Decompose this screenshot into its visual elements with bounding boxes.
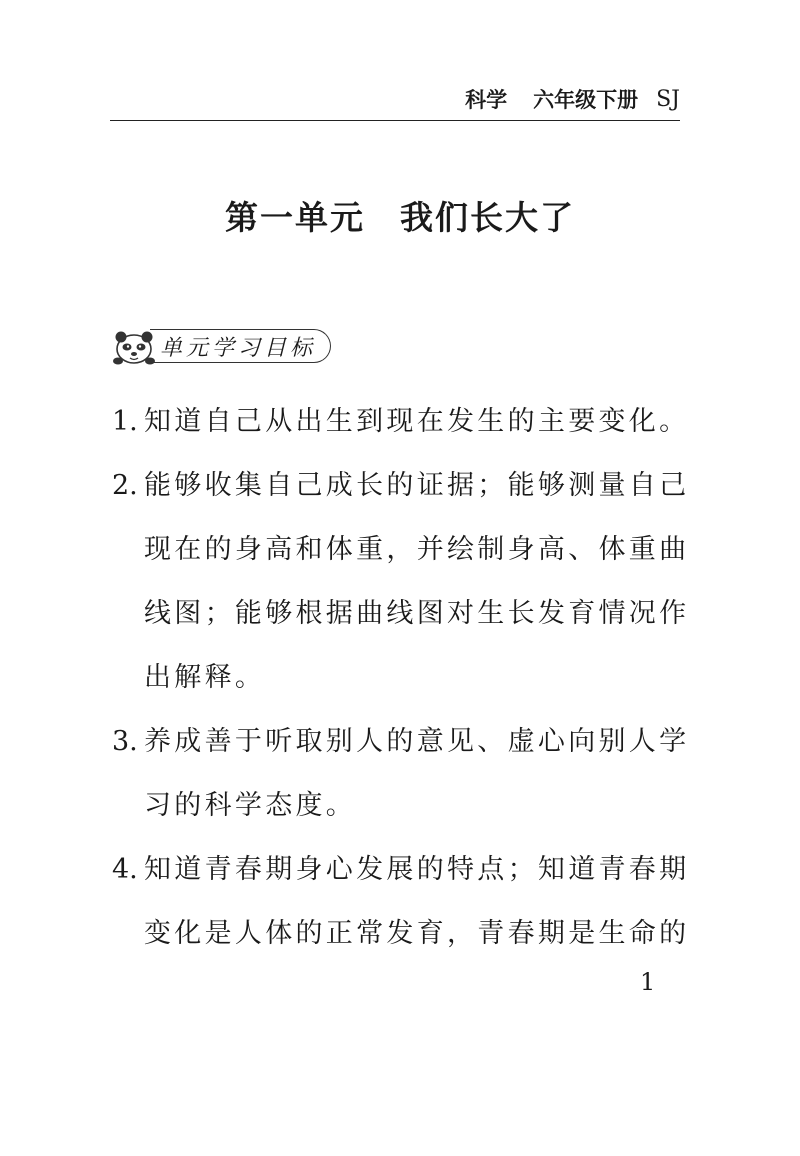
goal-number: 1. — [112, 406, 138, 437]
header-code: SJ — [656, 86, 680, 112]
goal-text: 养成善于听取别人的意见、虚心向别人学习的科学态度。 — [144, 726, 690, 821]
header-grade: 六年级下册 — [533, 88, 639, 112]
page-header — [110, 78, 680, 121]
goals-banner-label: 单元学习目标 — [150, 329, 331, 363]
goal-number: 4. — [112, 854, 138, 885]
page-number: 1 — [640, 968, 656, 996]
goal-number: 3. — [112, 726, 138, 757]
goals-list — [112, 390, 692, 966]
goals-banner — [112, 326, 331, 366]
goal-item — [112, 710, 692, 838]
goal-text: 知道青春期身心发展的特点；知道青春期变化是人体的正常发育，青春期是生命的 — [144, 854, 690, 949]
goal-item — [112, 838, 692, 966]
goal-number: 2. — [112, 470, 138, 501]
goal-item — [112, 454, 692, 710]
goal-text: 知道自己从出生到现在发生的主要变化。 — [144, 406, 690, 437]
goal-text: 能够收集自己成长的证据；能够测量自己现在的身高和体重，并绘制身高、体重曲线图；能够根据曲线图对生长发育情况作出解释。 — [144, 470, 690, 693]
header-subject: 科学 — [465, 88, 508, 112]
goal-item — [112, 390, 692, 454]
unit-title: 第一单元 我们长大了 — [225, 198, 575, 237]
